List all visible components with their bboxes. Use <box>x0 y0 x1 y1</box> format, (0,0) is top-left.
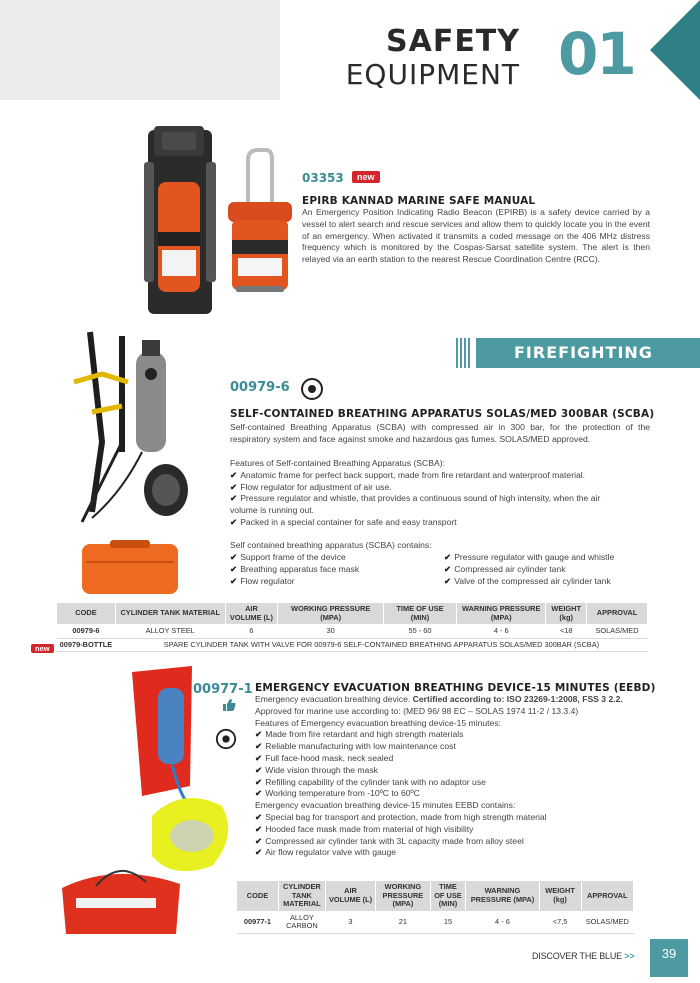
table-cell: 4 - 6 <box>457 625 546 639</box>
check-icon: ✔ <box>255 764 263 775</box>
contains-item: ✔ Air flow regulator valve with gauge <box>255 847 397 858</box>
contains-heading: Emergency evacuation breathing device-15 minutes EEBD contains: <box>255 800 516 811</box>
new-badge: new <box>352 171 380 183</box>
footer-tagline: DISCOVER THE BLUE >> <box>532 951 635 961</box>
header-triangle-icon <box>650 0 700 100</box>
table-row <box>237 911 634 933</box>
check-icon: ✔ <box>230 493 238 504</box>
check-icon: ✔ <box>444 563 452 574</box>
table-header-cell: WEIGHT (kg) <box>539 881 581 912</box>
feature-item-wrap: volume is running out. <box>230 505 315 516</box>
banner-stripes <box>456 338 476 368</box>
eebd-approval: Approved for marine use according to: (MED 96/ 98 EC – SOLAS 1974 11-2 / 13.3.4) <box>255 705 579 716</box>
product-code-epirb: 03353 <box>302 171 344 185</box>
table-header-row <box>57 603 648 625</box>
scba-contains-left <box>230 552 359 587</box>
scba-contains-right <box>444 552 614 587</box>
contains-item: ✔ Breathing apparatus face mask <box>230 563 360 574</box>
product-code-eebd: 00977-1 <box>193 682 253 697</box>
check-icon: ✔ <box>255 776 263 787</box>
table-cell: 15 <box>430 911 466 933</box>
product-title-eebd: EMERGENCY EVACUATION BREATHING DEVICE-15 MINUTES (EEBD) <box>255 682 656 694</box>
check-icon: ✔ <box>255 811 263 822</box>
eebd-spec-table <box>236 880 634 934</box>
feature-item: ✔ Refilling capability of the cylinder tank with no adaptor use <box>255 776 486 787</box>
feature-item: ✔ Wide vision through the mask <box>255 764 378 775</box>
contains-item: ✔ Valve of the compressed air cylinder tank <box>444 575 611 586</box>
eebd-certification: Emergency evacuation breathing device. Certified according to: ISO 23269-1:2008, FSS 3 2.2. <box>255 694 623 704</box>
check-icon: ✔ <box>230 481 238 492</box>
contains-item: ✔ Special bag for transport and protection, made from high strength material <box>255 811 547 822</box>
target-icon <box>300 377 324 401</box>
table-header-cell: CYLINDER TANK MATERIAL <box>115 603 225 625</box>
check-icon: ✔ <box>255 741 263 752</box>
page-number: 39 <box>650 939 688 977</box>
product-title-scba: SELF-CONTAINED BREATHING APPARATUS SOLAS/MED 300BAR (SCBA) <box>230 408 655 420</box>
features-heading: Features of Self-contained Breathing Apparatus (SCBA): <box>230 458 445 468</box>
product-code-scba: 00979-6 <box>230 380 290 395</box>
table-header-cell: CODE <box>237 881 279 912</box>
check-icon: ✔ <box>255 847 263 858</box>
table-cell: 4 - 6 <box>466 911 539 933</box>
table-header-cell: WARNING PRESSURE (MPA) <box>466 881 539 912</box>
check-icon: ✔ <box>230 575 238 586</box>
target-icon <box>215 728 237 750</box>
new-badge: new <box>31 644 54 653</box>
feature-item: ✔ Working temperature from -10ºC to 60ºC <box>255 788 420 799</box>
contains-item: ✔ Compressed air cylinder tank with 3L capacity made from alloy steel <box>255 835 524 846</box>
table-header-cell: AIR VOLUME (L) <box>225 603 278 625</box>
feature-item: ✔ Anatomic frame for perfect back support, made from fire retardant and waterproof material. <box>230 469 586 480</box>
contains-item: ✔ Support frame of the device <box>230 552 346 562</box>
contains-item: ✔ Hooded face mask made from material of high visibility <box>255 823 474 834</box>
table-cell: <7,5 <box>539 911 581 933</box>
table-cell: SOLAS/MED <box>587 625 648 639</box>
table-cell: 21 <box>376 911 431 933</box>
feature-item: ✔ Flow regulator for adjustment of air use. <box>230 481 392 492</box>
header-title-line2: EQUIPMENT <box>345 58 520 91</box>
table-header-cell: CODE <box>57 603 116 625</box>
check-icon: ✔ <box>255 752 263 763</box>
table-cell: 00979-BOTTLE <box>57 638 116 652</box>
feature-item: ✔ Made from fire retardant and high strength materials <box>255 729 464 740</box>
table-cell: 55 - 60 <box>383 625 456 639</box>
scba-case-image <box>80 540 180 596</box>
check-icon: ✔ <box>230 469 238 480</box>
scba-image <box>62 322 192 538</box>
chapter-number: 01 <box>558 20 635 88</box>
table-header-cell: WEIGHT (kg) <box>546 603 587 625</box>
contains-heading: Self contained breathing apparatus (SCBA) contains: <box>230 540 432 550</box>
check-icon: ✔ <box>255 835 263 846</box>
table-row <box>57 625 648 639</box>
table-header-cell: TIME OF USE (MIN) <box>383 603 456 625</box>
check-icon: ✔ <box>230 552 238 562</box>
check-icon: ✔ <box>230 516 238 527</box>
table-header-cell: APPROVAL <box>587 603 648 625</box>
table-cell: ALLOY STEEL <box>115 625 225 639</box>
check-icon: ✔ <box>255 729 263 740</box>
product-description-scba: Self-contained Breathing Apparatus (SCBA) with compressed air in 300 bar, for the protection of the respiratory system and face against smoke and hazardous gas fumes. SOLAS/MED approved. <box>230 422 650 444</box>
table-header-cell: APPROVAL <box>581 881 633 912</box>
table-header-cell: WARNING PRESSURE (MPA) <box>457 603 546 625</box>
table-cell: SPARE CYLINDER TANK WITH VALVE FOR 00979-6 SELF-CONTAINED BREATHING APPARATUS SOLAS/MED 300BAR (SCBA) <box>115 638 647 652</box>
table-header-cell: WORKING PRESSURE (MPA) <box>278 603 384 625</box>
scba-contains <box>230 540 660 552</box>
check-icon: ✔ <box>444 552 452 562</box>
header-title-line1: SAFETY <box>386 24 520 59</box>
feature-item: ✔ Reliable manufacturing with low maintenance cost <box>255 741 456 752</box>
eebd-body <box>255 694 655 859</box>
epirb-image <box>140 122 300 318</box>
contains-item: ✔ Flow regulator <box>230 575 295 586</box>
table-cell: ALLOY CARBON <box>278 911 325 933</box>
product-description-epirb: An Emergency Position Indicating Radio Beacon (EPIRB) is a safety device carried by a vessel to alert search and rescue services and allow them to quickly locate you in the event of an emergency. When activated it transmits a coded message on the 406 MHz distress frequency which is monitored by the Cospas-Sarsat satellite system. The alert is then relayed via an earth station to the nearest Rescue Coordination Centre (RCC). <box>302 207 650 265</box>
table-cell: 6 <box>225 625 278 639</box>
section-banner <box>456 338 700 368</box>
features-heading: Features of Emergency evacuation breathing device-15 minutes: <box>255 717 502 728</box>
check-icon: ✔ <box>255 788 263 799</box>
scba-features <box>230 458 660 529</box>
thumbs-up-icon <box>222 698 236 712</box>
footer-arrows: >> <box>624 951 635 961</box>
table-row <box>57 638 648 652</box>
table-cell: SOLAS/MED <box>581 911 633 933</box>
table-cell: 00977-1 <box>237 911 279 933</box>
header-grey-block <box>0 0 280 100</box>
table-header-cell: AIR VOLUME (L) <box>325 881 375 912</box>
table-cell: 3 <box>325 911 375 933</box>
check-icon: ✔ <box>444 575 452 586</box>
check-icon: ✔ <box>255 823 263 834</box>
check-icon: ✔ <box>230 563 238 574</box>
contains-item: ✔ Pressure regulator with gauge and whistle <box>444 552 615 562</box>
table-cell: <18 <box>546 625 587 639</box>
product-title-epirb: EPIRB KANNAD MARINE SAFE MANUAL <box>302 195 536 207</box>
table-header-cell: WORKING PRESSURE (MPA) <box>376 881 431 912</box>
table-cell: 00979-6 <box>57 625 116 639</box>
scba-spec-table <box>56 602 648 652</box>
feature-item: ✔ Full face-hood mask, neck sealed <box>255 752 394 763</box>
eebd-bag-image <box>56 858 186 938</box>
table-header-cell: TIME OF USE (MIN) <box>430 881 466 912</box>
contains-item: ✔ Compressed air cylinder tank <box>444 563 566 574</box>
table-header-cell: CYLINDER TANK MATERIAL <box>278 881 325 912</box>
table-header-row <box>237 881 634 912</box>
feature-item: ✔ Packed in a special container for safe and easy transport <box>230 516 457 527</box>
section-label: FIREFIGHTING <box>476 338 700 368</box>
feature-item: ✔ Pressure regulator and whistle, that provides a continuous sound of high intensity, when the air <box>230 493 601 504</box>
table-cell: 30 <box>278 625 384 639</box>
